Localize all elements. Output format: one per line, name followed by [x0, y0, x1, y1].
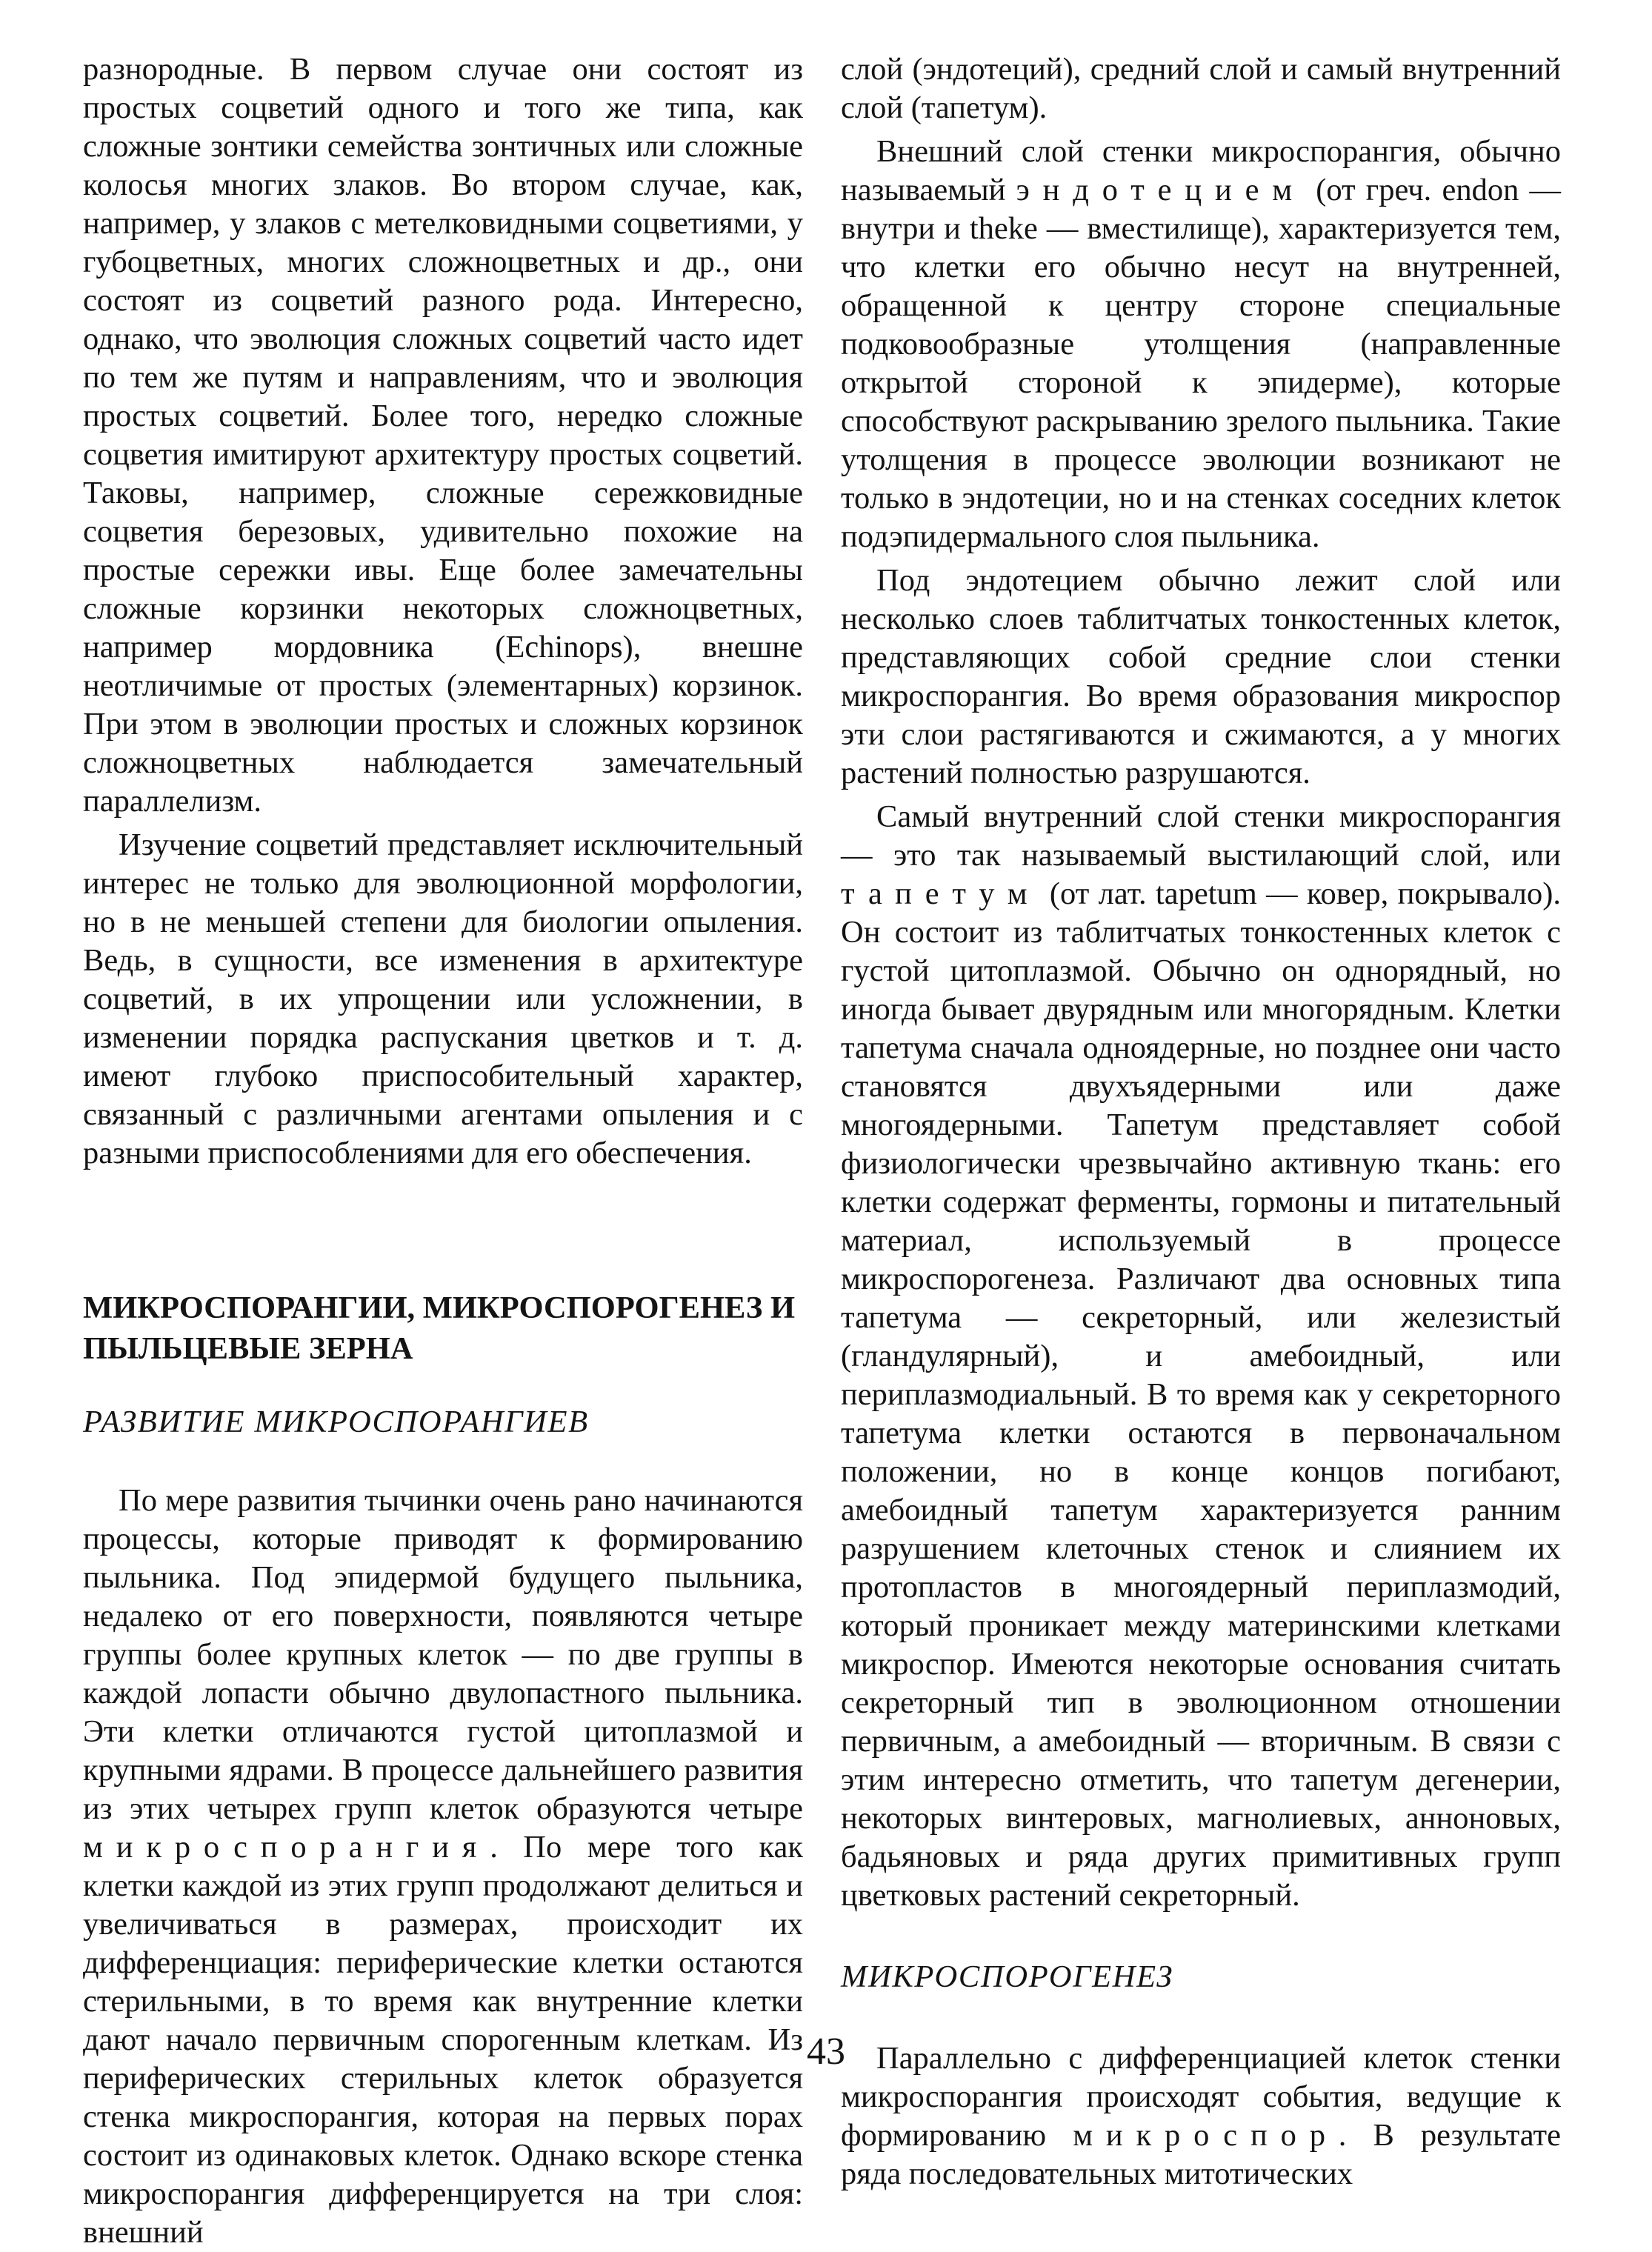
endothecium-paragraph [841, 133, 1561, 556]
tapetum-text-before: Самый внутренний слой стенки микроспорангия — это так называемый выстилающий слой, или [841, 799, 1561, 873]
term-microsporangia: микроспорангия [83, 1830, 490, 1865]
subheading-microsporogenesis: МИКРОСПОРОГЕНЕЗ [841, 1959, 1173, 1994]
term-endothecium: эндотецием [1016, 173, 1306, 207]
continuation-paragraph: слой (эндотеций), средний слой и самый внутренний слой (тапетум). [841, 52, 1561, 125]
endothecium-text-before: Внешний слой стенки микроспорангия, обычно называемый [841, 134, 1561, 207]
development-paragraph [83, 1482, 803, 2252]
microsporogenesis-text-after: . В результате ряда последовательных митотических [841, 2118, 1561, 2191]
term-tapetum: тапетум [841, 876, 1041, 911]
development-text-before: По мере развития тычинки очень рано начинаются процессы, которые приводят к формированию пыльника. Под эпидермой будущего пыльника, недалеко от его поверхности, появляются четыре группы более крупных клеток — по две группы в каждой лопасти обычно двулопастного пыльника. Эти клетки отличаются густой цитоплазмой и крупными ядрами. В процессе дальнейшего развития из этих четырех групп клеток образуются четыре [83, 1483, 803, 1826]
section-heading: МИКРОСПОРАНГИИ, МИКРОСПОРОГЕНЕЗ И ПЫЛЬЦЕВЫЕ ЗЕРНА [83, 1290, 796, 1366]
microsporogenesis-text-before: Параллельно с дифференциацией клеток стенки микроспорангия происходят события, ведущие к формированию [841, 2041, 1561, 2153]
intro-paragraph: разнородные. В первом случае они состоят из простых соцветий одного и того же типа, как сложные зонтики семейства зонтичных или сложные колосья многих злаков. Во втором случае, как, например, у злаков с метелковидными соцветиями, у губоцветных, многих сложноцветных и др., они состоят из соцветий разного рода. Интересно, однако, что эволюция сложных соцветий часто идет по тем же путям и направлениям, что и эволюция простых соцветий. Более того, нередко сложные соцветия имитируют архитектуру простых соцветий. Таковы, например, сложные сережковидные соцветия березовых, удивительно похожие на простые сережки ивы. Еще более замечательны сложные корзинки некоторых сложноцветных, например мордовника (Echinops), внешне неотличимые от простых (элементарных) корзинок. При этом в эволюции простых и сложных корзинок сложноцветных наблюдается замечательный параллелизм. [83, 52, 803, 819]
subheading-microsporangia-development: РАЗВИТИЕ МИКРОСПОРАНГИЕВ [83, 1405, 589, 1439]
page-number: 43 [807, 2031, 845, 2073]
inflorescence-study-paragraph: Изучение соцветий представляет исключительный интерес не только для эволюционной морфологии, но в не меньшей степени для биологии опыления. Ведь, в сущности, все изменения в архитектуре соцветий, в их упрощении или усложнении, в изменении порядка распускания цветков и т. д. имеют глубоко приспособительный характер, связанный с различными агентами опыления и с разными приспособлениями для его обеспечения. [83, 827, 803, 1170]
tapetum-paragraph [841, 798, 1561, 1915]
endothecium-text-after: (от греч. endon — внутри и theke — вместилище), характеризуется тем, что клетки его обычно несут на внутренней, обращенной к центру стороне специальные подковообразные утолщения (направленные открытой стороной к эпидерме), которые способствуют раскрыванию зрелого пыльника. Такие утолщения в процессе эволюции возникают не только в эндотеции, но и на стенках соседних клеток подэпидермального слоя пыльника. [841, 173, 1561, 554]
tapetum-text-after: (от лат. tapetum — ковер, покрывало). Он состоит из таблитчатых тонкостенных клеток с густой цитоплазмой. Обычно он однорядный, но иногда бывает двурядным или многорядным. Клетки тапетума сначала одноядерные, но позднее они часто становятся двухъядерными или даже многоядерными. Тапетум представляет собой физиологически чрезвычайно активную ткань: его клетки содержат ферменты, гормоны и питательный материал, используемый в процессе микроспорогенеза. Различают два основных типа тапетума — секреторный, или железистый (гландулярный), и амебоидный, или периплазмодиальный. В то время как у секреторного тапетума клетки остаются в первоначальном положении, но в конце концов погибают, амебоидный тапетум характеризуется ранним разрушением клеточных стенок и слиянием их протопластов в многоядерный периплазмодий, который проникает между материнскими клетками микроспор. Имеются некоторые основания считать секреторный тип в эволюционном отношении первичным, а амебоидный — вторичным. В связи с этим интересно отметить, что тапетум дегенерии, некоторых винтеровых, магнолиевых, анноновых, бадьяновых и ряда других примитивных групп цветковых растений секреторный. [841, 876, 1562, 1913]
right-column [841, 50, 1561, 2193]
term-microspores: микроспор [1073, 2118, 1339, 2153]
middle-layers-paragraph: Под эндотецием обычно лежит слой или несколько слоев таблитчатых тонкостенных клеток, представляющих собой средние слои стенки микроспорангия. Во время образования микроспор эти слои растягиваются и сжимаются, а у многих растений полностью разрушаются. [841, 563, 1561, 790]
development-text-after: . По мере того как клетки каждой из этих групп продолжают делиться и увеличиваться в размерах, происходит их дифференциация: периферические клетки остаются стерильными, в то время как внутренние клетки дают начало первичным спорогенным клеткам. Из периферических стерильных клеток образуется стенка микроспорангия, которая на первых порах состоит из одинаковых клеток. Однако вскоре стенка микроспорангия дифференцируется на три слоя: внешний [83, 1830, 803, 2250]
left-column [83, 50, 803, 2252]
